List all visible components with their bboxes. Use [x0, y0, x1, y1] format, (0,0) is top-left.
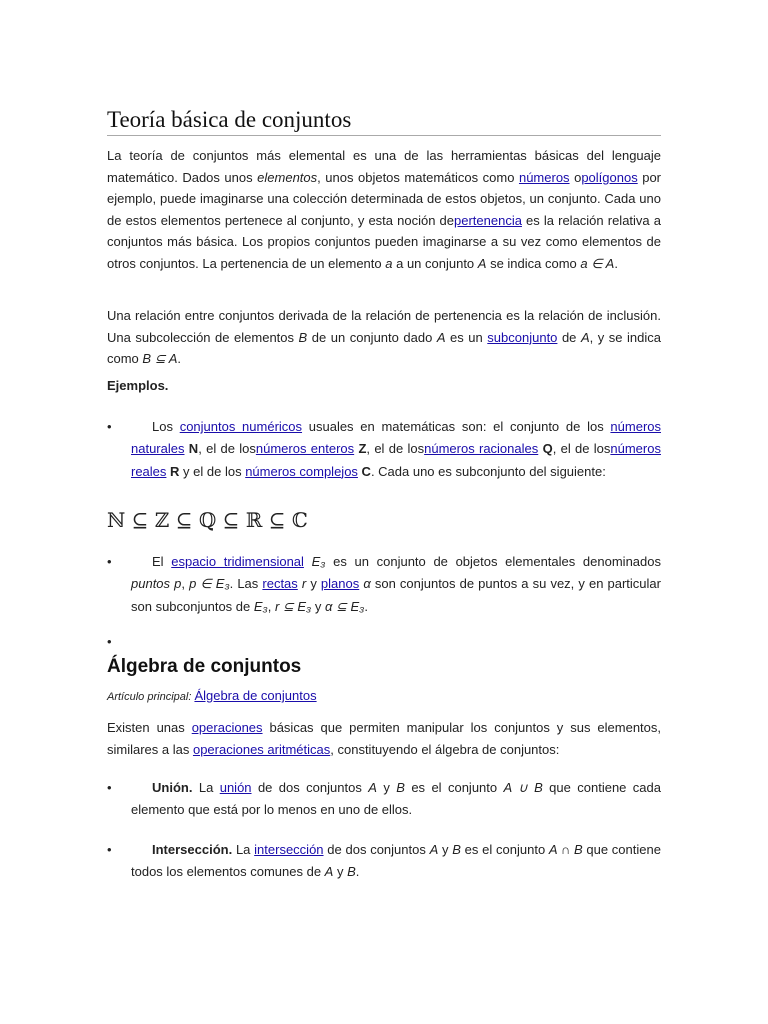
list-item-union [107, 777, 661, 822]
text-em: r [301, 576, 307, 592]
text: y [306, 576, 321, 592]
text-em: B [347, 864, 356, 880]
text: es el conjunto [404, 780, 504, 795]
text-em: a ∈ A [580, 255, 615, 271]
main-article-label: Artículo principal: [107, 691, 192, 703]
text: básicas que permiten manipular los conjuntos y sus elementos, similares a las [107, 720, 661, 757]
text: se indica como [486, 255, 581, 271]
text-bold: Unión. [152, 780, 193, 795]
text: es la relación relativa a conjuntos más básica. Los propios conjuntos pueden imaginarse a su vez como elementos de otros conjuntos. La pertenencia de un elemento [107, 212, 661, 271]
text: de dos conjuntos [323, 842, 430, 857]
text [304, 554, 312, 569]
text: La [232, 842, 255, 857]
text-em: α [363, 576, 371, 592]
text: , constituyendo el álgebra de conjuntos: [330, 741, 560, 757]
text: , [181, 576, 190, 592]
text-bold: Intersección. [152, 842, 233, 857]
text: Los [152, 419, 180, 434]
text: , el de los [552, 441, 611, 457]
text: , unos objetos matemáticos como [317, 169, 519, 185]
bullet: • [107, 554, 112, 569]
text-em: B [298, 329, 308, 345]
text-bold: Z [358, 441, 367, 457]
text: y el de los [179, 463, 246, 479]
text: y [376, 780, 397, 795]
link-planos[interactable]: planos [320, 576, 360, 592]
link-numeros-naturales[interactable]: números naturales [131, 419, 661, 457]
text: , [267, 598, 275, 614]
link-numeros-reales[interactable]: números reales [131, 441, 661, 479]
text-em: p ∈ E₃ [189, 576, 230, 592]
text-em: A ∪ B [503, 780, 543, 795]
text: y [333, 864, 348, 880]
link-numeros-complejos[interactable]: números complejos [245, 463, 358, 479]
link-conjuntos-numericos[interactable]: conjuntos numéricos [179, 419, 303, 434]
link-espacio-tridimensional[interactable]: espacio tridimensional [171, 554, 304, 569]
text: . [364, 598, 368, 614]
text-em: A [580, 329, 590, 345]
bullet: • [107, 634, 112, 649]
text-em: puntos p [131, 576, 182, 592]
text-em: elementos [257, 169, 318, 185]
text: o [569, 169, 582, 185]
bullet: • [107, 780, 112, 795]
text-em: r ⊆ E₃ [274, 598, 312, 614]
text-em: A [429, 842, 439, 857]
bullet: • [107, 419, 112, 434]
text-em: α ⊆ E₃ [324, 598, 365, 614]
text: de [557, 329, 581, 345]
bullet: • [107, 842, 112, 857]
text: , y se indica como [107, 329, 661, 367]
link-interseccion[interactable]: intersección [254, 842, 324, 857]
text-bold: N [188, 441, 199, 457]
text: son conjuntos de puntos a su vez, y en particular son subconjuntos de [131, 576, 661, 614]
link-operaciones-aritmeticas[interactable]: operaciones aritméticas [192, 741, 331, 757]
list-item-numeric-sets [107, 416, 661, 483]
text: , el de los [366, 441, 425, 457]
text: Existen unas [107, 720, 192, 735]
link-numeros[interactable]: números [518, 169, 570, 185]
text: es el conjunto [460, 842, 549, 857]
list-item-espacio [107, 551, 661, 618]
text-bold: R [170, 463, 180, 479]
text: . Cada uno es subconjunto del siguiente: [370, 463, 606, 479]
paragraph-inclusion [107, 305, 661, 370]
text: y [438, 842, 453, 857]
text: . [177, 351, 182, 367]
page-title: Teoría básica de conjuntos [107, 106, 661, 136]
text-em: E₃ [311, 554, 326, 569]
link-union[interactable]: unión [219, 780, 252, 795]
link-pertenencia[interactable]: pertenencia [454, 212, 522, 228]
text: es un conjunto de objetos elementales denominados [325, 554, 661, 569]
text: La teoría de conjuntos más elemental es una de las herramientas básicas del lenguaje matemático. Dados unos [107, 148, 661, 185]
text-em: B [452, 842, 461, 857]
text-em: B [396, 780, 405, 795]
text: y [311, 598, 325, 614]
text-em: A [324, 864, 334, 880]
text: , el de los [198, 441, 256, 457]
text-em: a [385, 255, 393, 271]
paragraph-operaciones [107, 717, 661, 760]
link-operaciones[interactable]: operaciones [191, 720, 263, 735]
text: La [192, 780, 220, 795]
link-poligonos[interactable]: polígonos [581, 169, 638, 185]
text: por ejemplo, puede imaginarse una colección determinada de estos objetos, un conjunto. Cada uno de estos elementos pertenece al conjunto, y esta noción de [107, 169, 662, 228]
paragraph-intro [107, 145, 661, 275]
text-em: A [477, 255, 487, 271]
text: que contiene cada elemento que está por lo menos en uno de ellos. [131, 780, 662, 818]
main-article-note [107, 688, 317, 703]
text-em: B ⊆ A [142, 351, 178, 367]
section-heading-algebra: Álgebra de conjuntos [107, 656, 302, 677]
text: de un conjunto dado [307, 329, 437, 345]
list-item-interseccion [107, 839, 661, 884]
text-em: A [368, 780, 377, 795]
text-em: A [436, 329, 446, 345]
text: . [614, 255, 618, 271]
text-bold: Q [542, 441, 553, 457]
text: de dos conjuntos [251, 780, 369, 795]
set-inclusion-formula: ℕ ⊆ ℤ ⊆ ℚ ⊆ ℝ ⊆ ℂ [107, 508, 308, 532]
text-em: E₃ [253, 598, 268, 614]
text-em: A ∩ B [548, 842, 583, 857]
link-numeros-enteros[interactable]: números enteros [255, 441, 355, 457]
text-bold: C [361, 463, 371, 479]
link-rectas[interactable]: rectas [262, 576, 298, 592]
text: . [355, 864, 360, 880]
link-subconjunto[interactable]: subconjunto [487, 329, 558, 345]
text: es un [445, 329, 488, 345]
text: El [152, 554, 172, 569]
text: . Las [229, 576, 263, 592]
link-algebra-de-conjuntos[interactable]: Álgebra de conjuntos [194, 688, 317, 703]
text: Una relación entre conjuntos derivada de la relación de pertenencia es la relación de inclusión. Una subcolección de elementos [107, 308, 661, 345]
text: que contiene todos los elementos comunes de [131, 842, 661, 880]
examples-heading: Ejemplos. [107, 378, 169, 393]
link-numeros-racionales[interactable]: números racionales [424, 441, 539, 457]
text: a un conjunto [392, 255, 478, 271]
text: usuales en matemáticas son: el conjunto de los [302, 419, 611, 434]
